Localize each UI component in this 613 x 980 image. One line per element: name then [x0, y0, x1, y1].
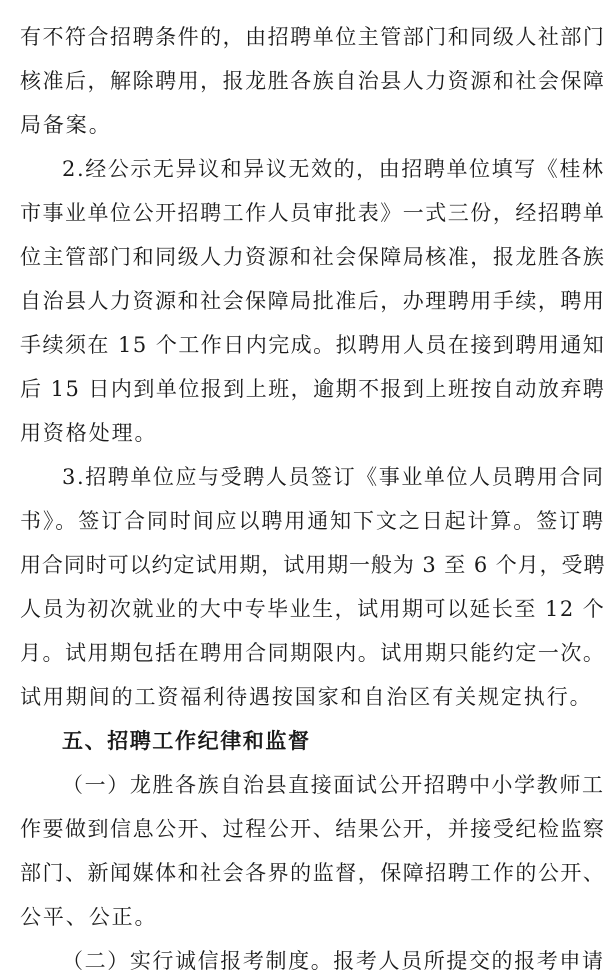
paragraph-2-line-6: 后 15 日内到单位报到上班，逾期不报到上班按自动放弃聘 [20, 377, 606, 401]
body-line-3: 局备案。 [20, 113, 112, 137]
paragraph-2-line-2: 市事业单位公开招聘工作人员审批表》一式三份，经招聘单 [20, 201, 606, 225]
paragraph-3-line-6: 试用期间的工资福利待遇按国家和自治区有关规定执行。 [20, 685, 593, 709]
paragraph-4-line-4: 公平、公正。 [20, 905, 158, 929]
paragraph-3-line-4: 人员为初次就业的大中专毕业生，试用期可以延长至 12 个 [20, 597, 606, 621]
paragraph-5-line-1: （二）实行诚信报考制度。报考人员所提交的报考申请 [62, 949, 605, 973]
paragraph-3-line-2: 书》。签订合同时间应以聘用通知下文之日起计算。签订聘 [20, 509, 605, 533]
paragraph-4-line-1: （一）龙胜各族自治县直接面试公开招聘中小学教师工 [62, 773, 605, 797]
paragraph-2-line-7: 用资格处理。 [20, 421, 158, 445]
paragraph-2-line-4: 自治县人力资源和社会保障局批准后，办理聘用手续，聘用 [20, 289, 606, 313]
body-line-2: 核准后，解除聘用，报龙胜各族自治县人力资源和社会保障 [20, 69, 606, 93]
section-heading: 五、招聘工作纪律和监督 [62, 729, 311, 753]
body-line-1: 有不符合招聘条件的，由招聘单位主管部门和同级人社部门 [20, 25, 606, 49]
paragraph-2-line-3: 位主管部门和同级人力资源和社会保障局核准，报龙胜各族 [20, 245, 606, 269]
paragraph-2-line-5: 手续须在 15 个工作日内完成。拟聘用人员在接到聘用通知 [20, 333, 606, 357]
paragraph-4-line-2: 作要做到信息公开、过程公开、结果公开，并接受纪检监察 [20, 817, 606, 841]
paragraph-3-line-1: 3.招聘单位应与受聘人员签订《事业单位人员聘用合同 [62, 465, 605, 489]
paragraph-4-line-3: 部门、新闻媒体和社会各界的监督，保障招聘工作的公开、 [20, 861, 606, 885]
paragraph-3-line-3: 用合同时可以约定试用期，试用期一般为 3 至 6 个月，受聘 [20, 553, 606, 577]
paragraph-2-line-1: 2.经公示无异议和异议无效的，由招聘单位填写《桂林 [62, 157, 605, 181]
paragraph-3-line-5: 月。试用期包括在聘用合同期限内。试用期只能约定一次。 [20, 641, 606, 665]
